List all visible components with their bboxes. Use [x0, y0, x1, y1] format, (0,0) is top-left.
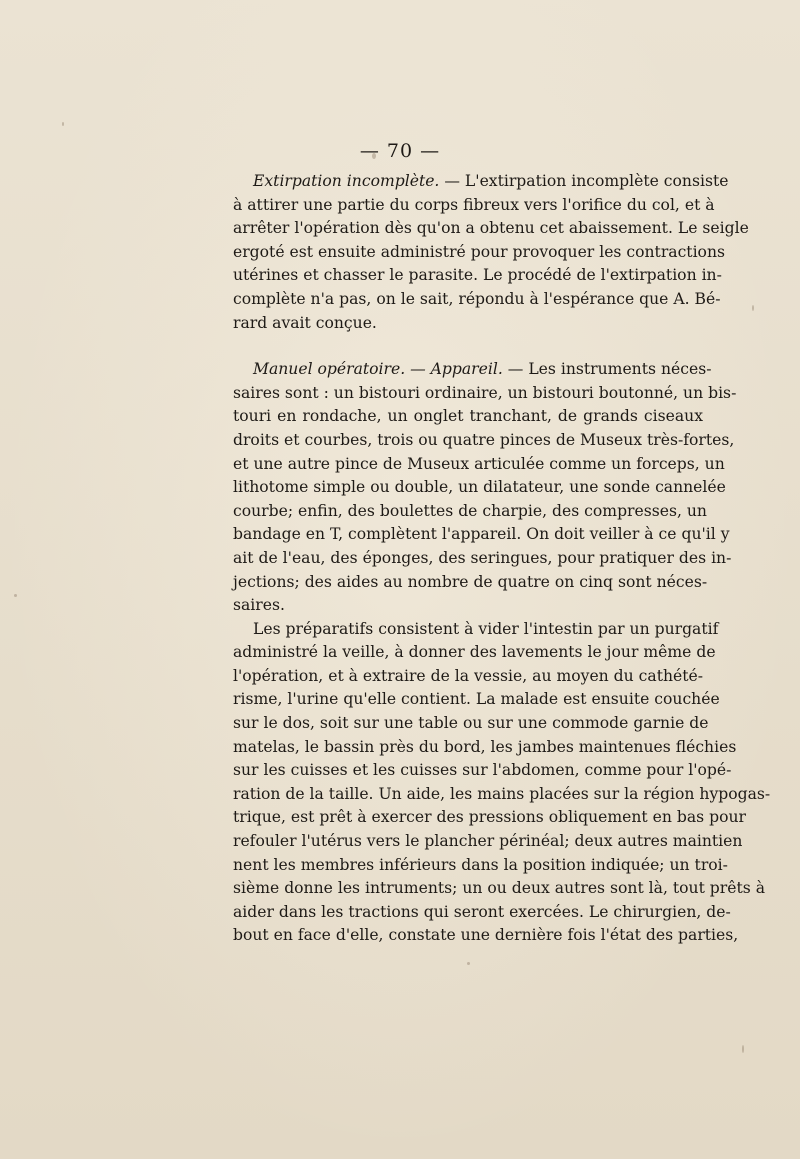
paper-speck: [62, 122, 64, 126]
text-line: aider dans les tractions qui seront exercées. Le chirurgien, de-: [233, 902, 731, 921]
text-line: sième donne les intruments; un ou deux autres sont là, tout prêts à: [233, 879, 765, 898]
body-text: [233, 170, 771, 948]
paragraph-preparatifs: [233, 618, 771, 948]
paragraph-extirpation: [233, 170, 749, 335]
text-line: et une autre pince de Museux articulée comme un forceps, un: [233, 454, 725, 473]
text-line: arrêter l'opération dès qu'on a obtenu cet abaissement. Le seigle: [233, 219, 749, 238]
text-line: nent les membres inférieurs dans la position indiquée; un troi-: [233, 855, 728, 874]
text-line: ait de l'eau, des éponges, des seringues, pour pratiquer des in-: [233, 548, 732, 567]
text-line: complète n'a pas, on le sait, répondu à l'espérance que A. Bé-: [233, 289, 721, 308]
text-line: administré la veille, à donner des lavements le jour même de: [233, 643, 716, 662]
text-line: courbe; enfin, des boulettes de charpie, des compresses, un: [233, 501, 707, 520]
paper-speck: [752, 305, 754, 311]
text-line: saires sont : un bistouri ordinaire, un bistouri boutonné, un bis-: [233, 383, 737, 402]
text-line: Manuel opératoire. — Appareil. — Les instruments néces-: [253, 360, 712, 379]
paragraph-gap: [233, 335, 703, 358]
paper-speck: [14, 594, 17, 597]
paper-speck: [467, 962, 470, 965]
text-line: matelas, le bassin près du bord, les jambes maintenues fléchies: [233, 737, 737, 756]
paragraph-manuel: [233, 358, 737, 618]
text-line: utérines et chasser le parasite. Le procédé de l'extirpation in-: [233, 266, 722, 285]
section-heading: Extirpation incomplète.: [253, 172, 440, 190]
text-line: bout en face d'elle, constate une dernière fois l'état des parties,: [233, 926, 739, 945]
text-line: touri en rondache, un onglet tranchant, de grands ciseaux: [233, 407, 703, 426]
text-line: droits et courbes, trois ou quatre pinces de Museux très-fortes,: [233, 430, 735, 449]
text-line: trique, est prêt à exercer des pressions obliquement en bas pour: [233, 808, 746, 827]
text-line: Extirpation incomplète. — L'extirpation incomplète consiste: [253, 172, 729, 190]
text-line: à attirer une partie du corps fibreux vers l'orifice du col, et à: [233, 195, 715, 214]
text-line: jections; des aides au nombre de quatre on cinq sont néces-: [233, 572, 708, 591]
text-line: sur les cuisses et les cuisses sur l'abdomen, comme pour l'opé-: [233, 761, 732, 780]
text-line: rard avait conçue.: [233, 313, 377, 332]
text-line: sur le dos, soit sur une table ou sur une commode garnie de: [233, 714, 709, 733]
text-line: saires.: [233, 596, 285, 615]
text-line: Les préparatifs consistent à vider l'intestin par un purgatif: [253, 619, 719, 638]
text-line: lithotome simple ou double, un dilatateur, une sonde cannelée: [233, 478, 726, 497]
text-line: bandage en T, complètent l'appareil. On doit veiller à ce qu'il y: [233, 525, 730, 544]
text-line: ration de la taille. Un aide, les mains placées sur la région hypogas-: [233, 784, 771, 803]
text-line: risme, l'urine qu'elle contient. La malade est ensuite couchée: [233, 690, 720, 709]
text-line: l'opération, et à extraire de la vessie, au moyen du cathété-: [233, 666, 703, 685]
section-heading: Manuel opératoire. — Appareil.: [253, 360, 503, 379]
text-line: refouler l'utérus vers le plancher périnéal; deux autres maintien: [233, 832, 743, 851]
text-line: ergoté est ensuite administré pour provoquer les contractions: [233, 242, 725, 261]
paper-speck: [742, 1045, 744, 1053]
page-number: — 70 —: [359, 140, 441, 162]
